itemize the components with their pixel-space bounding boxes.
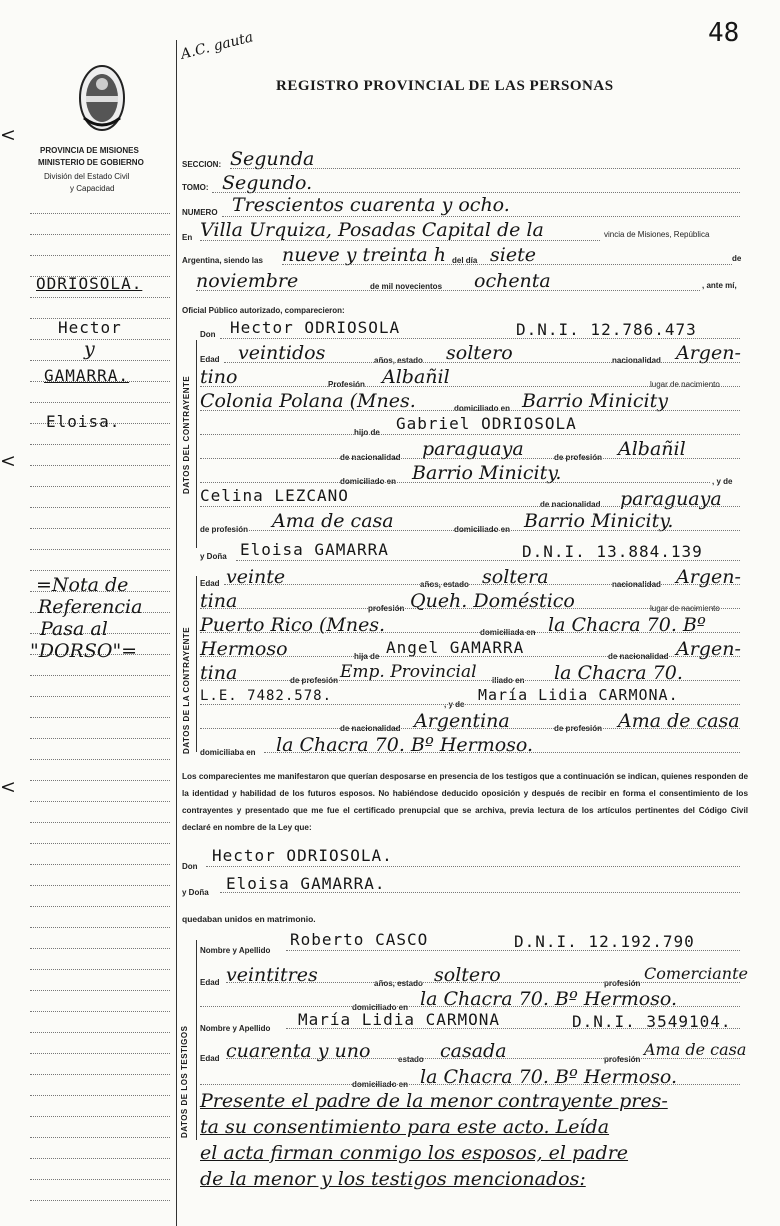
- org-line4: y Capacidad: [70, 184, 115, 193]
- bride-name: Eloisa GAMARRA: [240, 540, 389, 559]
- bride-mother-dom-label: domiciliaba en: [200, 748, 256, 757]
- witness1-anios-label: años, estado: [374, 979, 423, 988]
- bride-mother-nac: Argentina: [414, 710, 510, 732]
- bride-lugar-label: lugar de nacimiento: [650, 604, 720, 613]
- side-label-groom: DATOS DEL CONTRAYENTE: [182, 375, 191, 494]
- bride-father: Angel GAMARRA: [386, 638, 525, 657]
- groom-mother-prof: Ama de casa: [272, 510, 394, 532]
- witness1-name: Roberto CASCO: [290, 930, 429, 949]
- groom-father-dom: Barrio Minicity.: [412, 462, 562, 484]
- witness2-edad-label: Edad: [200, 1054, 220, 1063]
- bride-estado: soltera: [482, 566, 549, 588]
- seccion-value: Segunda: [230, 148, 315, 170]
- margin-note-3: Pasa al: [40, 618, 108, 640]
- bride-prof: Queh. Doméstico: [410, 590, 575, 612]
- bride-mother-nac-label: de nacionalidad: [340, 724, 401, 733]
- union-closing: quedaban unidos en matrimonio.: [182, 914, 316, 924]
- groom-prof: Albañil: [382, 366, 450, 388]
- witness1-prof-label: profesión: [604, 979, 641, 988]
- groom-mother-prof-label: de profesión: [200, 525, 249, 534]
- numero-label: NUMERO: [182, 208, 218, 217]
- bride-father-dom-label: iliado en: [492, 676, 525, 685]
- bride-father-prof: Emp. Provincial: [340, 662, 477, 682]
- groom-dom: Barrio Minicity: [522, 390, 668, 412]
- witness1-dni: D.N.I. 12.192.790: [514, 932, 695, 951]
- tomo-value: Segundo.: [222, 172, 313, 194]
- groom-edad: veintidos: [238, 342, 326, 364]
- argentina-label: Argentina, siendo las: [182, 256, 263, 265]
- groom-father-nac: paraguaya: [422, 438, 524, 460]
- en-suffix: vincia de Misiones, República: [604, 230, 710, 239]
- bride-anios-label: años, estado: [420, 580, 469, 589]
- groom-section-rule: [196, 340, 197, 548]
- bride-dom-label: domiciliada en: [480, 628, 536, 637]
- de-mil-label: de mil novecientos: [370, 282, 443, 291]
- bride-dom: la Chacra 70. Bº: [548, 614, 706, 636]
- witness1-nombre-label: Nombre y Apellido: [200, 946, 271, 955]
- side-label-bride: DATOS DE LA CONTRAYENTE: [182, 626, 191, 754]
- org-line3: División del Estado Civil: [44, 172, 130, 181]
- page-number: 48: [708, 18, 740, 48]
- margin-tick-3: <: [0, 124, 16, 146]
- witness2-edad: cuarenta y uno: [226, 1040, 371, 1062]
- en-value: Villa Urquiza, Posadas Capital de la: [200, 219, 544, 241]
- witness2-dom-label: domiciliado en: [352, 1080, 409, 1089]
- bride-section-rule: [196, 576, 197, 752]
- groom-nac-label: nacionalidad: [612, 356, 661, 365]
- bride-father-nac-label: de nacionalidad: [608, 652, 669, 661]
- groom-y-de-label: , y de: [712, 477, 733, 486]
- witness2-dni: D.N.I. 3549104.: [572, 1012, 732, 1031]
- groom-nac-cont: tino: [200, 366, 238, 388]
- union-dona-label: y Doña: [182, 888, 209, 897]
- witness1-dom-label: domiciliado en: [352, 1003, 409, 1012]
- bride-lugar: Puerto Rico (Mnes.: [200, 614, 386, 636]
- witness2-dom: la Chacra 70. Bº Hermoso.: [420, 1066, 678, 1088]
- margin-name-bride: Eloisa.: [46, 412, 121, 431]
- side-label-witnesses: DATOS DE LOS TESTIGOS: [180, 1025, 189, 1138]
- bride-nac: Argen-: [676, 566, 741, 588]
- margin-name-groom: Hector: [58, 318, 122, 337]
- witness1-dom: la Chacra 70. Bº Hermoso.: [420, 988, 678, 1010]
- margin-note-top: A.C. gauta: [179, 29, 255, 63]
- groom-anios-label: años, estado: [374, 356, 423, 365]
- witness1-prof: Comerciante: [644, 964, 748, 983]
- groom-mother-dom: Barrio Minicity.: [524, 510, 674, 532]
- groom-mother-nac-label: de nacionalidad: [540, 500, 601, 509]
- anio-value: ochenta: [474, 270, 551, 292]
- bride-nac-cont: tina: [200, 590, 238, 612]
- groom-father: Gabriel ODRIOSOLA: [396, 414, 577, 433]
- margin-surname-bride: GAMARRA.: [44, 366, 130, 385]
- tomo-label: TOMO:: [182, 183, 209, 192]
- bride-edad-label: Edad: [200, 579, 220, 588]
- groom-prof-label: Profesión: [328, 380, 365, 389]
- groom-lugar: Colonia Polana (Mnes.: [200, 390, 416, 412]
- witness2-prof: Ama de casa: [644, 1040, 747, 1059]
- union-bride: Eloisa GAMARRA.: [226, 874, 386, 893]
- groom-name: Hector ODRIOSOLA: [230, 318, 401, 337]
- witness2-estado: casada: [440, 1040, 507, 1062]
- org-line2: MINISTERIO DE GOBIERNO: [38, 158, 144, 167]
- groom-hijo-label: hijo de: [354, 428, 380, 437]
- union-groom: Hector ODRIOSOLA.: [212, 846, 393, 865]
- bride-father-dom: la Chacra 70.: [554, 662, 683, 684]
- bride-nac-label: nacionalidad: [612, 580, 661, 589]
- bride-father-nac-cont: tina: [200, 662, 238, 684]
- dia-value: siete: [490, 244, 536, 266]
- bride-dom-cont: Hermoso: [200, 638, 288, 660]
- bride-hija-label: hija de: [354, 652, 380, 661]
- page-title: REGISTRO PROVINCIAL DE LAS PERSONAS: [276, 78, 614, 94]
- groom-nac: Argen-: [676, 342, 741, 364]
- witness-section-rule: [196, 940, 197, 1140]
- closing-line-2: ta su consentimiento para este acto. Leída: [200, 1116, 610, 1138]
- en-label: En: [182, 233, 193, 242]
- bride-dni: D.N.I. 13.884.139: [522, 542, 703, 561]
- groom-estado: soltero: [446, 342, 513, 364]
- bride-dona-label: y Doña: [200, 552, 227, 561]
- margin-surname-groom: ODRIOSOLA.: [36, 274, 143, 293]
- bride-mother: María Lidia CARMONA.: [478, 686, 679, 704]
- ante-mi-label: , ante mí,: [702, 281, 737, 290]
- groom-don-label: Don: [200, 330, 216, 339]
- margin-tick-2: <: [0, 776, 16, 798]
- groom-father-nac-label: de nacionalidad: [340, 453, 401, 462]
- groom-lugar-label: lugar de nacimiento: [650, 380, 720, 389]
- closing-line-3: el acta firman conmigo los esposos, el padre: [200, 1142, 629, 1164]
- margin-note-1: =Nota de: [36, 574, 129, 596]
- witness1-estado: soltero: [434, 964, 501, 986]
- witness1-edad: veintitres: [226, 964, 318, 986]
- groom-father-dom-label: domiciliado en: [340, 477, 397, 486]
- groom-dom-label: domiciliado en: [454, 404, 511, 413]
- groom-mother-dom-label: domiciliado en: [454, 525, 511, 534]
- margin-and: y: [84, 338, 95, 360]
- bride-mother-prof-label: de profesión: [554, 724, 603, 733]
- groom-father-prof-label: de profesión: [554, 453, 603, 462]
- oficial-label: Oficial Público autorizado, comparecieron:: [182, 306, 345, 315]
- margin-note-2: Referencia: [38, 596, 143, 618]
- hora-value: nueve y treinta h: [282, 244, 447, 266]
- union-don-label: Don: [182, 862, 198, 871]
- bride-father-nac: Argen-: [676, 638, 741, 660]
- closing-line-1: Presente el padre de la menor contrayente pres-: [200, 1090, 668, 1112]
- bride-edad: veinte: [226, 566, 286, 588]
- org-line1: PROVINCIA DE MISIONES: [40, 146, 139, 155]
- declaration-text: Los comparecientes me manifestaron que querían desposarse en presencia de los testigos que a continuación se indican, quienes responden de la identidad y habilidad de los futuros esposos. No habiéndose deducido oposición y después de recibir en forma el consentimiento de los contrayentes y presentado que me fue el certificado prenupcial que se archiva, previa lectura de los artículos pertinentes del Código Civil declaré en nombre de la Ley que:: [182, 772, 749, 832]
- province-seal-icon: [76, 62, 128, 134]
- numero-value: Trescientos cuarenta y ocho.: [232, 194, 510, 216]
- seccion-label: SECCION:: [182, 160, 222, 169]
- groom-father-prof: Albañil: [618, 438, 686, 460]
- groom-mother-nac: paraguaya: [620, 488, 722, 510]
- bride-y-de-label: , y de: [444, 700, 465, 709]
- bride-mother-dom: la Chacra 70. Bº Hermoso.: [276, 734, 534, 756]
- witness2-name: María Lidia CARMONA: [298, 1010, 501, 1029]
- bride-prof-label: profesión: [368, 604, 405, 613]
- witness1-edad-label: Edad: [200, 978, 220, 987]
- bride-father-prof-label: de profesión: [290, 676, 339, 685]
- bride-mother-prof: Ama de casa: [618, 710, 740, 732]
- groom-mother: Celina LEZCANO: [200, 486, 349, 505]
- margin-note-4: "DORSO"=: [30, 640, 138, 662]
- bride-father-le: L.E. 7482.578.: [200, 688, 333, 704]
- de-label: de: [732, 254, 742, 263]
- mes-value: noviembre: [196, 270, 299, 292]
- witness2-nombre-label: Nombre y Apellido: [200, 1024, 271, 1033]
- witness2-estado-label: estado: [398, 1055, 424, 1064]
- groom-dni: D.N.I. 12.786.473: [516, 320, 697, 339]
- groom-edad-label: Edad: [200, 355, 220, 364]
- margin-tick-1: <: [0, 450, 16, 472]
- witness2-prof-label: profesión: [604, 1055, 641, 1064]
- del-dia-label: del día: [452, 256, 478, 265]
- margin-rule: [176, 40, 177, 1226]
- closing-line-4: de la menor y los testigos mencionados:: [200, 1168, 586, 1190]
